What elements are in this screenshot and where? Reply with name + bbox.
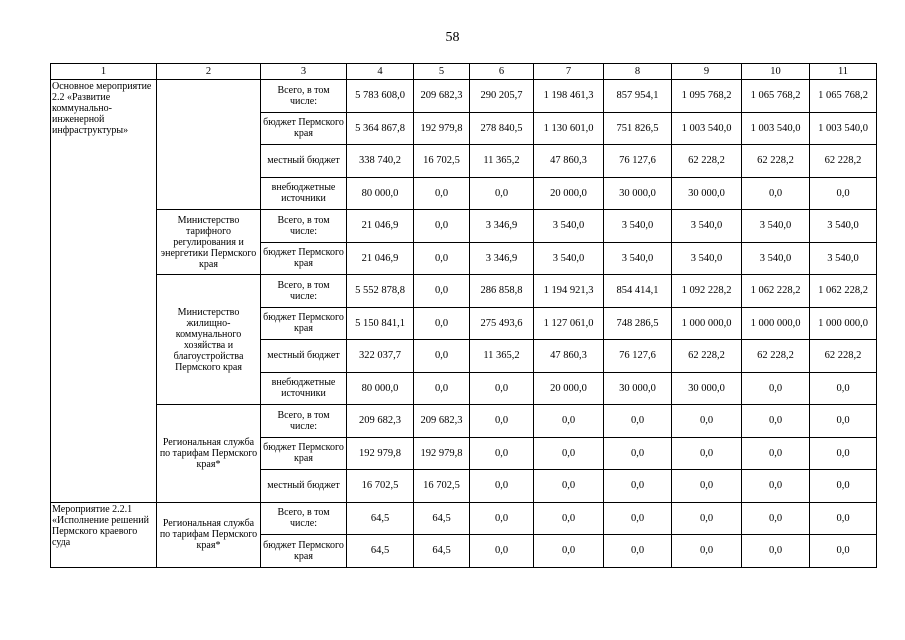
amount-cell: 1 000 000,0: [742, 307, 810, 340]
amount-cell: 1 194 921,3: [534, 275, 604, 308]
funding-source-cell: местный бюджет: [261, 340, 347, 373]
amount-cell: 1 062 228,2: [742, 275, 810, 308]
amount-cell: 3 540,0: [672, 242, 742, 275]
amount-cell: 64,5: [347, 502, 414, 535]
amount-cell: 76 127,6: [604, 145, 672, 178]
amount-cell: 0,0: [414, 275, 470, 308]
amount-cell: 748 286,5: [604, 307, 672, 340]
amount-cell: 192 979,8: [414, 437, 470, 470]
amount-cell: 11 365,2: [470, 340, 534, 373]
amount-cell: 0,0: [810, 437, 877, 470]
amount-cell: 1 003 540,0: [672, 112, 742, 145]
amount-cell: 290 205,7: [470, 80, 534, 113]
amount-cell: 0,0: [810, 405, 877, 438]
responsible-org-cell: Министерство жилищно-коммунального хозяйства и благоустройства Пермского края: [157, 275, 261, 405]
amount-cell: 0,0: [672, 405, 742, 438]
amount-cell: 0,0: [742, 502, 810, 535]
amount-cell: 62 228,2: [672, 340, 742, 373]
amount-cell: 0,0: [672, 470, 742, 503]
funding-source-cell: Всего, в том числе:: [261, 275, 347, 308]
amount-cell: 1 198 461,3: [534, 80, 604, 113]
amount-cell: 322 037,7: [347, 340, 414, 373]
amount-cell: 209 682,3: [347, 405, 414, 438]
amount-cell: 0,0: [672, 535, 742, 568]
amount-cell: 0,0: [534, 470, 604, 503]
amount-cell: 0,0: [742, 535, 810, 568]
responsible-org-cell: Региональная служба по тарифам Пермского края*: [157, 502, 261, 567]
amount-cell: 80 000,0: [347, 177, 414, 210]
table-row: [51, 80, 877, 113]
amount-cell: 209 682,3: [414, 405, 470, 438]
amount-cell: 0,0: [810, 372, 877, 405]
amount-cell: 3 540,0: [810, 242, 877, 275]
funding-source-cell: бюджет Пермского края: [261, 535, 347, 568]
amount-cell: 64,5: [414, 535, 470, 568]
amount-cell: 62 228,2: [742, 340, 810, 373]
funding-source-cell: Всего, в том числе:: [261, 502, 347, 535]
amount-cell: 751 826,5: [604, 112, 672, 145]
amount-cell: 3 540,0: [742, 210, 810, 243]
amount-cell: 0,0: [742, 405, 810, 438]
amount-cell: 64,5: [414, 502, 470, 535]
amount-cell: 0,0: [810, 177, 877, 210]
amount-cell: 3 540,0: [534, 242, 604, 275]
responsible-org-cell: Министерство тарифного регулирования и энергетики Пермского края: [157, 210, 261, 275]
funding-source-cell: внебюджетные источники: [261, 372, 347, 405]
funding-source-cell: бюджет Пермского края: [261, 242, 347, 275]
column-header: 9: [672, 64, 742, 80]
column-header: 7: [534, 64, 604, 80]
amount-cell: 80 000,0: [347, 372, 414, 405]
amount-cell: 16 702,5: [347, 470, 414, 503]
amount-cell: 47 860,3: [534, 145, 604, 178]
amount-cell: 5 783 608,0: [347, 80, 414, 113]
column-header: 8: [604, 64, 672, 80]
funding-source-cell: бюджет Пермского края: [261, 437, 347, 470]
column-header: 4: [347, 64, 414, 80]
amount-cell: 30 000,0: [672, 177, 742, 210]
table-row: [51, 275, 877, 308]
amount-cell: 16 702,5: [414, 470, 470, 503]
amount-cell: 3 540,0: [534, 210, 604, 243]
amount-cell: 30 000,0: [604, 177, 672, 210]
amount-cell: 20 000,0: [534, 177, 604, 210]
amount-cell: 0,0: [414, 242, 470, 275]
responsible-org-cell: [157, 80, 261, 210]
amount-cell: 3 540,0: [672, 210, 742, 243]
amount-cell: 5 150 841,1: [347, 307, 414, 340]
amount-cell: 0,0: [742, 372, 810, 405]
amount-cell: 3 346,9: [470, 242, 534, 275]
amount-cell: 1 065 768,2: [810, 80, 877, 113]
column-header: 11: [810, 64, 877, 80]
amount-cell: 1 065 768,2: [742, 80, 810, 113]
funding-source-cell: Всего, в том числе:: [261, 210, 347, 243]
amount-cell: 1 095 768,2: [672, 80, 742, 113]
amount-cell: 1 127 061,0: [534, 307, 604, 340]
amount-cell: 0,0: [470, 405, 534, 438]
amount-cell: 3 346,9: [470, 210, 534, 243]
page-number: 58: [445, 30, 460, 45]
amount-cell: 286 858,8: [470, 275, 534, 308]
table-row: [51, 405, 877, 438]
table-row: [51, 502, 877, 535]
amount-cell: 0,0: [742, 437, 810, 470]
amount-cell: 62 228,2: [672, 145, 742, 178]
amount-cell: 857 954,1: [604, 80, 672, 113]
amount-cell: 192 979,8: [414, 112, 470, 145]
amount-cell: 1 130 601,0: [534, 112, 604, 145]
amount-cell: 0,0: [604, 535, 672, 568]
column-header: 5: [414, 64, 470, 80]
amount-cell: 0,0: [742, 470, 810, 503]
funding-source-cell: бюджет Пермского края: [261, 112, 347, 145]
amount-cell: 1 003 540,0: [742, 112, 810, 145]
amount-cell: 3 540,0: [604, 210, 672, 243]
funding-source-cell: местный бюджет: [261, 470, 347, 503]
amount-cell: 0,0: [414, 340, 470, 373]
column-header: 10: [742, 64, 810, 80]
amount-cell: 3 540,0: [810, 210, 877, 243]
amount-cell: 209 682,3: [414, 80, 470, 113]
amount-cell: 0,0: [470, 470, 534, 503]
amount-cell: 11 365,2: [470, 145, 534, 178]
amount-cell: 0,0: [604, 405, 672, 438]
budget-table: [50, 63, 877, 568]
amount-cell: 854 414,1: [604, 275, 672, 308]
amount-cell: 21 046,9: [347, 242, 414, 275]
amount-cell: 47 860,3: [534, 340, 604, 373]
amount-cell: 0,0: [604, 470, 672, 503]
responsible-org-cell: Региональная служба по тарифам Пермского края*: [157, 405, 261, 503]
funding-source-cell: местный бюджет: [261, 145, 347, 178]
funding-source-cell: внебюджетные источники: [261, 177, 347, 210]
amount-cell: 30 000,0: [604, 372, 672, 405]
header-row: [51, 64, 877, 80]
funding-source-cell: Всего, в том числе:: [261, 80, 347, 113]
amount-cell: 1 092 228,2: [672, 275, 742, 308]
amount-cell: 0,0: [470, 177, 534, 210]
amount-cell: 275 493,6: [470, 307, 534, 340]
amount-cell: 20 000,0: [534, 372, 604, 405]
amount-cell: 0,0: [672, 502, 742, 535]
amount-cell: 21 046,9: [347, 210, 414, 243]
table-row: [51, 210, 877, 243]
column-header: 6: [470, 64, 534, 80]
amount-cell: 64,5: [347, 535, 414, 568]
amount-cell: 3 540,0: [604, 242, 672, 275]
amount-cell: 0,0: [604, 502, 672, 535]
column-header: 3: [261, 64, 347, 80]
amount-cell: 62 228,2: [742, 145, 810, 178]
activity-name-cell: Мероприятие 2.2.1 «Исполнение решений Пермского краевого суда: [51, 502, 157, 567]
amount-cell: 0,0: [534, 437, 604, 470]
amount-cell: 0,0: [414, 177, 470, 210]
column-header: 1: [51, 64, 157, 80]
amount-cell: 0,0: [742, 177, 810, 210]
amount-cell: 0,0: [414, 210, 470, 243]
amount-cell: 1 000 000,0: [810, 307, 877, 340]
amount-cell: 0,0: [604, 437, 672, 470]
amount-cell: 0,0: [534, 502, 604, 535]
amount-cell: 0,0: [470, 535, 534, 568]
funding-source-cell: бюджет Пермского края: [261, 307, 347, 340]
amount-cell: 5 364 867,8: [347, 112, 414, 145]
amount-cell: 338 740,2: [347, 145, 414, 178]
amount-cell: 0,0: [414, 372, 470, 405]
amount-cell: 0,0: [534, 405, 604, 438]
amount-cell: 62 228,2: [810, 145, 877, 178]
amount-cell: 0,0: [810, 535, 877, 568]
amount-cell: 0,0: [810, 502, 877, 535]
amount-cell: 1 000 000,0: [672, 307, 742, 340]
amount-cell: 1 003 540,0: [810, 112, 877, 145]
amount-cell: 0,0: [534, 535, 604, 568]
amount-cell: 0,0: [414, 307, 470, 340]
amount-cell: 5 552 878,8: [347, 275, 414, 308]
amount-cell: 76 127,6: [604, 340, 672, 373]
amount-cell: 0,0: [672, 437, 742, 470]
amount-cell: 16 702,5: [414, 145, 470, 178]
amount-cell: 30 000,0: [672, 372, 742, 405]
amount-cell: 62 228,2: [810, 340, 877, 373]
amount-cell: 192 979,8: [347, 437, 414, 470]
activity-name-cell: Основное мероприятие 2.2 «Развитие коммунально-инженерной инфраструктуры»: [51, 80, 157, 503]
amount-cell: 0,0: [810, 470, 877, 503]
amount-cell: 0,0: [470, 372, 534, 405]
amount-cell: 3 540,0: [742, 242, 810, 275]
amount-cell: 1 062 228,2: [810, 275, 877, 308]
amount-cell: 0,0: [470, 502, 534, 535]
amount-cell: 0,0: [470, 437, 534, 470]
column-header: 2: [157, 64, 261, 80]
funding-source-cell: Всего, в том числе:: [261, 405, 347, 438]
amount-cell: 278 840,5: [470, 112, 534, 145]
